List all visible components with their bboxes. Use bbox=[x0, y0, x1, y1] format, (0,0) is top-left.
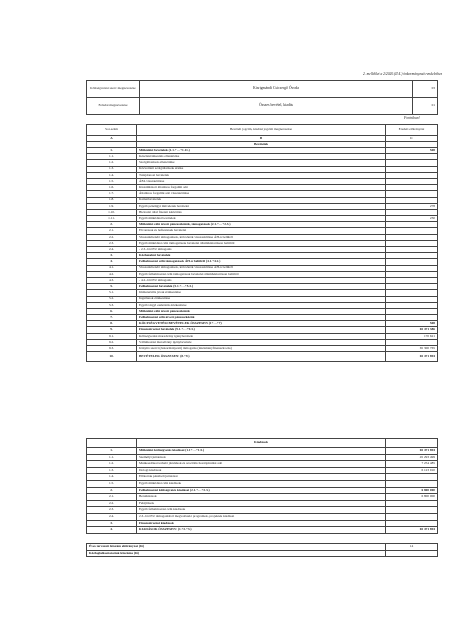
row-value: 6 800 000 bbox=[386, 494, 438, 501]
table-row bbox=[87, 480, 438, 487]
row-name: Visszatérítendő támogatások, kölcsönök visszatérülése ÁH-n belülről bbox=[137, 234, 386, 240]
row-value: 65 471 894 bbox=[386, 527, 438, 534]
row-number: 3. bbox=[87, 520, 137, 527]
row-name: Visszatérítendő támogatások, kölcsönök visszatérülése ÁH-n belülről bbox=[137, 265, 386, 271]
row-number: 1.6. bbox=[87, 185, 137, 191]
row-number: 4. bbox=[87, 527, 137, 534]
row-name: Egyéb felhalmozási célú támogatások bevételei államháztartáson belülről bbox=[137, 271, 386, 277]
staff-label: Éves tervezett létszám előirányzat (fő) bbox=[87, 544, 386, 551]
header-row bbox=[87, 98, 438, 115]
col-letter-b: B bbox=[137, 136, 386, 142]
row-number: 2.3. bbox=[87, 240, 137, 246]
row-value: 508 bbox=[386, 321, 438, 327]
row-value: 65 471 386 bbox=[386, 327, 438, 333]
row-value: 7 254 485 bbox=[386, 461, 438, 468]
row-value: 45 293 499 bbox=[386, 454, 438, 461]
header-code: 03 bbox=[413, 81, 438, 98]
row-number: 1.5. bbox=[87, 178, 137, 184]
row-number: 5. bbox=[87, 284, 137, 290]
section-title-row bbox=[87, 439, 438, 448]
row-value: 170 621 bbox=[386, 333, 438, 339]
row-number: 2.2. bbox=[87, 500, 137, 507]
staff-row bbox=[87, 550, 438, 557]
row-number: 1.3. bbox=[87, 166, 137, 172]
row-number: 1.5. bbox=[87, 480, 137, 487]
header-row bbox=[87, 81, 438, 98]
header-table bbox=[86, 80, 438, 115]
row-name: Működési költségvetés kiadásai (1.1+…+1.5.) bbox=[137, 448, 386, 455]
row-value: 65 471 894 bbox=[386, 448, 438, 455]
row-name: Tulajdonosi bevételek bbox=[137, 172, 386, 178]
row-number: 6. bbox=[87, 308, 137, 314]
row-number: 1.4. bbox=[87, 172, 137, 178]
table-row bbox=[87, 513, 438, 520]
row-name: Dologi kiadások bbox=[137, 467, 386, 474]
row-name: Ingatlanok értékesítése bbox=[137, 296, 386, 302]
header-key: Feladat megnevezése bbox=[87, 98, 140, 115]
row-name: KÖLTSÉGVETÉSI BEVÉTELEK ÖSSZESEN (1+…+7) bbox=[137, 321, 386, 327]
staff-table bbox=[86, 543, 438, 557]
row-number: 7. bbox=[87, 315, 137, 321]
row-value: 508 bbox=[386, 148, 438, 154]
table-row bbox=[87, 527, 438, 534]
row-name: Finanszírozási bevételek (9.1.+…+9.3.) bbox=[137, 327, 386, 333]
row-name: Egyéb működési bevételek bbox=[137, 216, 386, 222]
staff-value bbox=[386, 550, 438, 557]
row-value bbox=[386, 507, 438, 514]
revenue-section-title: Bevételek bbox=[137, 142, 386, 148]
row-number: 1. bbox=[87, 448, 137, 455]
row-value bbox=[386, 500, 438, 507]
row-name: BEVÉTELEK ÖSSZESEN: (8.+9.) bbox=[137, 352, 386, 362]
row-number: 1.1. bbox=[87, 154, 137, 160]
row-number: 9.2. bbox=[87, 339, 137, 345]
row-name: Költségvetési maradvány igénybevétele bbox=[137, 333, 386, 339]
annex-note: 2. melléklet a 2/2020.(II.4.) önkormányzati rendelethez bbox=[362, 72, 442, 76]
revenue-rows bbox=[87, 148, 438, 362]
row-number: 5.3. bbox=[87, 302, 137, 308]
col-letter-c: C bbox=[386, 136, 438, 142]
header-name: Összes bevétel, kiadás bbox=[140, 98, 413, 115]
row-number: 1.11. bbox=[87, 216, 137, 222]
table-row bbox=[87, 467, 438, 474]
row-name: Készletértékesítés ellenértéke bbox=[137, 154, 386, 160]
row-value bbox=[386, 480, 438, 487]
row-number: 5.2. bbox=[87, 296, 137, 302]
expense-rows bbox=[87, 448, 438, 534]
row-name: Finanszírozási kiadások bbox=[137, 520, 386, 527]
row-value bbox=[386, 513, 438, 520]
row-value: 65 471 894 bbox=[386, 352, 438, 362]
row-value bbox=[386, 520, 438, 527]
row-name: Kamatbevételek bbox=[137, 197, 386, 203]
row-name: Elvonások és befizetések bevételei bbox=[137, 228, 386, 234]
row-name: Működési célú átvett pénzeszközök bbox=[137, 308, 386, 314]
column-header-row bbox=[87, 125, 438, 136]
row-name: KIADÁSOK ÖSSZESEN: (1.+2.+3.) bbox=[137, 527, 386, 534]
table-row bbox=[87, 494, 438, 501]
row-name: Felújítások bbox=[137, 500, 386, 507]
row-name: Közvetített szolgáltatások értéke bbox=[137, 166, 386, 172]
table-row bbox=[87, 474, 438, 481]
staff-label: Közfoglalkoztatottak létszáma (fő) bbox=[87, 550, 386, 557]
row-name: - 4.2.-ből EU támogatás bbox=[137, 277, 386, 283]
row-number: 9. bbox=[87, 327, 137, 333]
row-number: 10. bbox=[87, 352, 137, 362]
row-number: 5.1. bbox=[87, 290, 137, 296]
row-number: 2. bbox=[87, 222, 137, 228]
row-name: Kiszámlázott általános forgalmi adó bbox=[137, 185, 386, 191]
col-letter-a: A bbox=[87, 136, 137, 142]
row-name: Egyéb felhalmozási célú kiadások bbox=[137, 507, 386, 514]
row-number: 2.3. bbox=[87, 507, 137, 514]
row-value: 6 123 910 bbox=[386, 467, 438, 474]
row-number: 1.1. bbox=[87, 454, 137, 461]
table-row bbox=[87, 352, 438, 362]
row-number: 1.8. bbox=[87, 197, 137, 203]
row-name: Irányító szervi (önkormányzati) támogatás (intézményfinanszírozás) bbox=[137, 346, 386, 352]
row-name: Ellátottak pénzbeli juttatásai bbox=[137, 474, 386, 481]
row-name: Biztosító által fizetett kártérítés bbox=[137, 209, 386, 215]
table-row bbox=[87, 500, 438, 507]
row-number: 9.1. bbox=[87, 333, 137, 339]
unit-label: Forintban! bbox=[404, 116, 420, 120]
row-number: 1. bbox=[87, 148, 137, 154]
row-number: 4.1. bbox=[87, 265, 137, 271]
table-row bbox=[87, 454, 438, 461]
row-number: 3. bbox=[87, 253, 137, 259]
row-name: Egyéb tárgyi eszközök értékesítése bbox=[137, 302, 386, 308]
table-row bbox=[87, 507, 438, 514]
row-number: 1.3. bbox=[87, 467, 137, 474]
row-number: 1.4. bbox=[87, 474, 137, 481]
row-name: 2.3.-ból EU támogatásból megvalósuló programok, projektek kiadásai bbox=[137, 513, 386, 520]
row-number: 1.10. bbox=[87, 209, 137, 215]
table-row bbox=[87, 448, 438, 455]
row-value: 230 bbox=[386, 216, 438, 222]
row-number: 4.3. bbox=[87, 277, 137, 283]
row-name: Egyéb működési célú támogatások bevételei államháztartáson belülről bbox=[137, 240, 386, 246]
row-value: 278 bbox=[386, 203, 438, 209]
row-name: Működési bevételek (1.1.+…+1.11.) bbox=[137, 148, 386, 154]
row-value: 6 800 000 bbox=[386, 487, 438, 494]
row-number: 2. bbox=[87, 487, 137, 494]
row-number: 1.2. bbox=[87, 160, 137, 166]
row-name: Működési célú átvett pénzeszközök, támogatások (2.1.+…+2.3.) bbox=[137, 222, 386, 228]
row-number: 4. bbox=[87, 259, 137, 265]
row-number: 1.2. bbox=[87, 461, 137, 468]
table-row bbox=[87, 487, 438, 494]
header-key: Költségvetési szerv megnevezése bbox=[87, 81, 140, 98]
col-number-header: Sor-szám bbox=[87, 125, 137, 136]
staff-value: 14 bbox=[386, 544, 438, 551]
table-row bbox=[87, 520, 438, 527]
row-name: Beruházások bbox=[137, 494, 386, 501]
row-name: Immateriális javak értékesítése bbox=[137, 290, 386, 296]
col-name-header: Bevételi jogcím, kiadási jogcím megnevezése bbox=[137, 125, 386, 136]
row-name: Felhalmozási költségvetés kiadásai (2.1.+…+2.3.) bbox=[137, 487, 386, 494]
row-number: 2.4. bbox=[87, 247, 137, 253]
row-name: - 2.3.-ból EU támogatás bbox=[137, 247, 386, 253]
row-name: Szolgáltatások ellenértéke bbox=[137, 160, 386, 166]
row-number: 2.2. bbox=[87, 234, 137, 240]
row-number: 8. bbox=[87, 321, 137, 327]
table-row bbox=[87, 461, 438, 468]
row-value: 65 300 765 bbox=[386, 346, 438, 352]
col-value-header: Eredeti előirányzat bbox=[386, 125, 438, 136]
row-name: Vállalkozási maradvány igénybevétele bbox=[137, 339, 386, 345]
row-name: Közhatalmi bevételek bbox=[137, 253, 386, 259]
row-name: Személyi juttatások bbox=[137, 454, 386, 461]
row-number: 2.1. bbox=[87, 228, 137, 234]
row-value bbox=[386, 474, 438, 481]
row-number: 1.7. bbox=[87, 191, 137, 197]
row-name: Egyéb pénzügyi műveletek bevételei bbox=[137, 203, 386, 209]
revenue-table bbox=[86, 124, 438, 362]
row-name: Felhalmozási célú átvett pénzeszközök bbox=[137, 315, 386, 321]
row-name: Felhalmozási célú támogatások ÁH-n belülről (4.1.+4.2.) bbox=[137, 259, 386, 265]
row-name: Általános forgalmi adó visszatérítése bbox=[137, 191, 386, 197]
row-number: 4.2. bbox=[87, 271, 137, 277]
row-name: Felhalmozási bevételek (5.1.+…+5.3.) bbox=[137, 284, 386, 290]
staff-rows bbox=[87, 544, 438, 557]
row-number: 9.3. bbox=[87, 346, 137, 352]
row-number: 2.4. bbox=[87, 513, 137, 520]
header-name: Kisrigmándi Csicsergő Óvoda bbox=[140, 81, 413, 98]
row-name: Egyéb működési célú kiadások bbox=[137, 480, 386, 487]
expense-section-title: Kiadások bbox=[137, 439, 386, 448]
row-name: Munkaadókat terhelő járulékok és szociális hozzájárulási adó bbox=[137, 461, 386, 468]
row-number: 2.1. bbox=[87, 494, 137, 501]
row-name: ÁFA visszatérítése bbox=[137, 178, 386, 184]
header-code: 01 bbox=[413, 98, 438, 115]
row-number: 1.9. bbox=[87, 203, 137, 209]
expense-table bbox=[86, 438, 438, 534]
